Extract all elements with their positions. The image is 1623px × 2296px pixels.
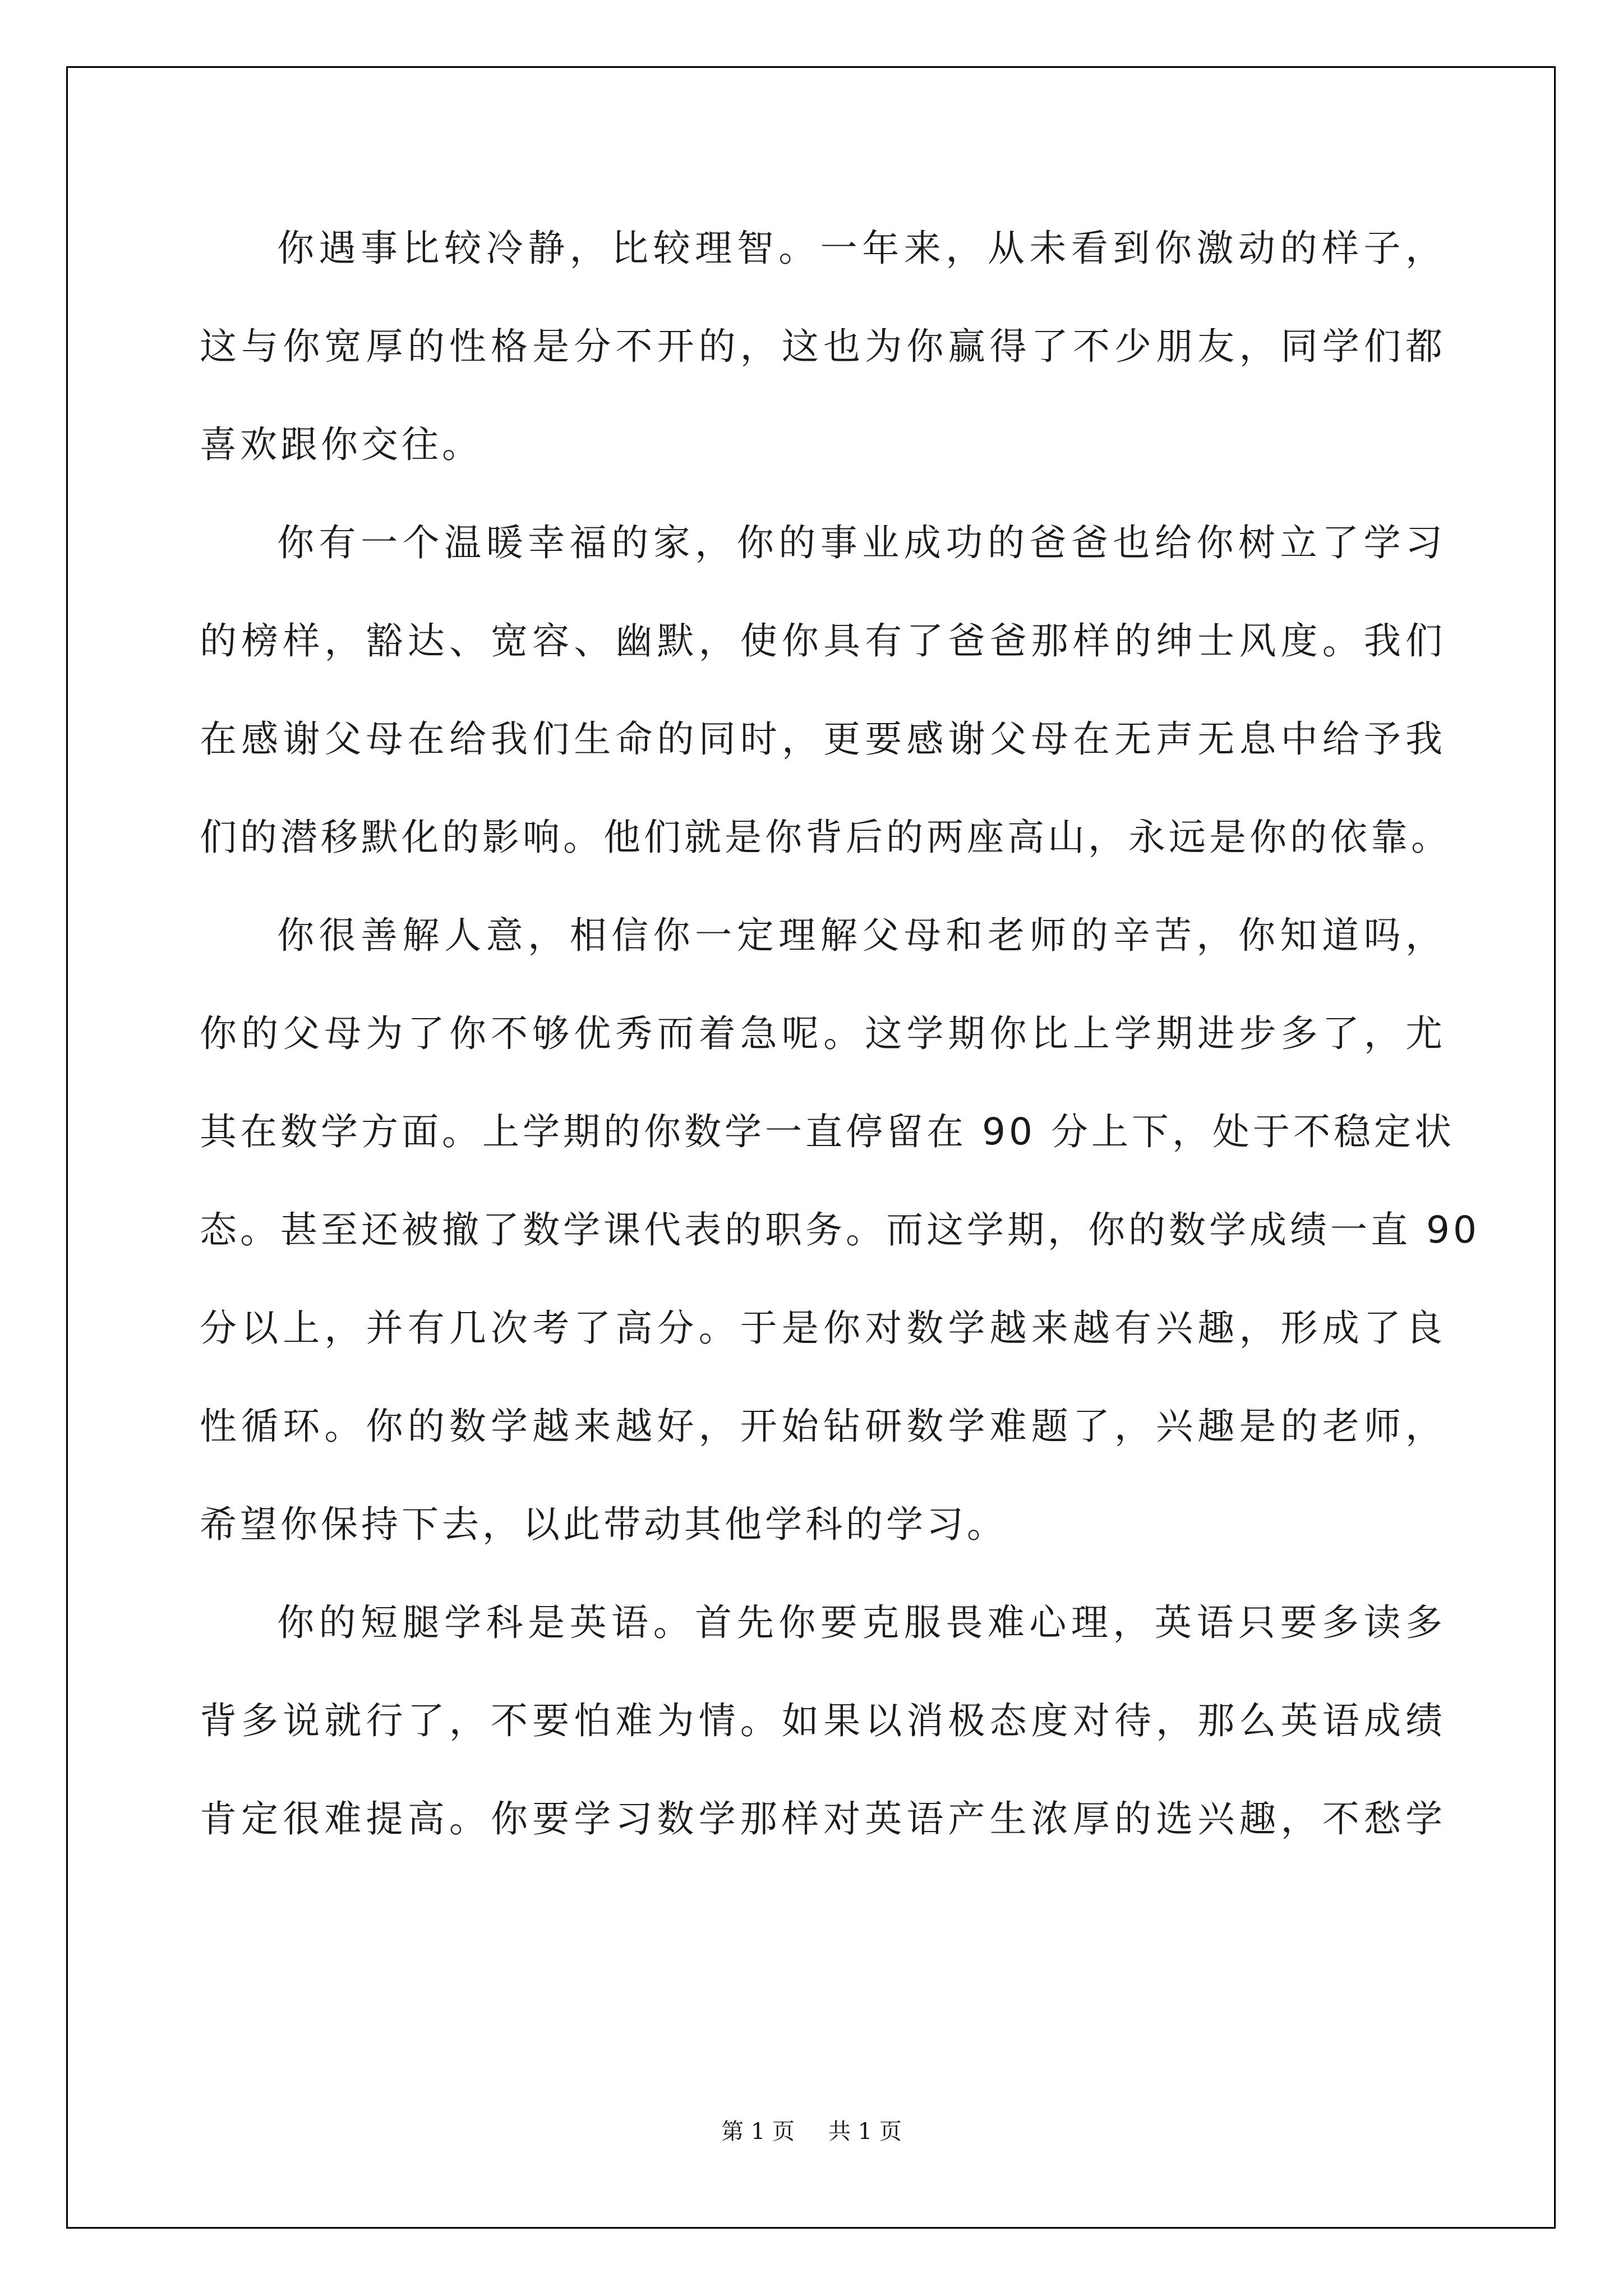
text-line: 的榜样，豁达、宽容、幽默，使你具有了爸爸那样的绅士风度。我们 [200,619,1446,662]
page-number: 第 1 页 [721,2119,795,2145]
text-line: 这与你宽厚的性格是分不开的，这也为你赢得了不少朋友，同学们都 [200,325,1446,368]
text-line: 你有一个温暖幸福的家，你的事业成功的爸爸也给你树立了学习 [277,521,1446,564]
text-line: 肯定很难提高。你要学习数学那样对英语产生浓厚的选兴趣，不愁学 [200,1797,1446,1841]
text-line: 性循环。你的数学越来越好，开始钻研数学难题了，兴趣是的老师， [200,1405,1446,1448]
text-line: 分以上，并有几次考了高分。于是你对数学越来越有兴趣，形成了良 [200,1306,1446,1350]
text-line: 们的潜移默化的影响。他们就是你背后的两座高山，永远是你的依靠。 [200,816,1451,859]
text-line: 你很善解人意，相信你一定理解父母和老师的辛苦，你知道吗， [277,914,1446,957]
text-line: 其在数学方面。上学期的你数学一直停留在 90 分上下，处于不稳定状 [200,1110,1455,1153]
text-line: 态。甚至还被撤了数学课代表的职务。而这学期，你的数学成绩一直 90 [200,1208,1480,1251]
text-line: 你的父母为了你不够优秀而着急呢。这学期你比上学期进步多了，尤 [200,1012,1446,1055]
text-line: 你遇事比较冷静，比较理智。一年来，从未看到你激动的样子， [277,227,1446,270]
text-line: 喜欢跟你交往。 [200,423,482,466]
text-line: 希望你保持下去，以此带动其他学科的学习。 [200,1503,1007,1546]
text-line: 背多说就行了，不要怕难为情。如果以消极态度对待，那么英语成绩 [200,1699,1446,1742]
document-body [200,199,1480,1868]
page-footer [0,2115,1623,2148]
text-line: 在感谢父母在给我们生命的同时，更要感谢父母在无声无息中给予我 [200,717,1446,761]
page-total: 共 1 页 [828,2119,902,2145]
text-line: 你的短腿学科是英语。首先你要克服畏难心理，英语只要多读多 [277,1601,1446,1644]
